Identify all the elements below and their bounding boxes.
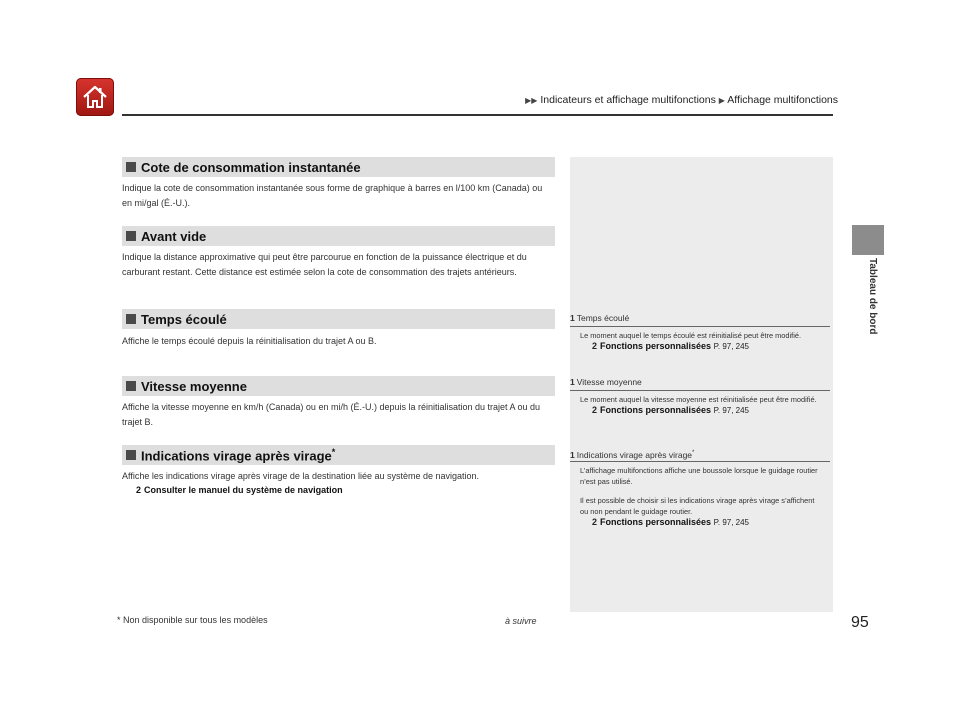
note-title: 1 Temps écoulé	[570, 313, 630, 323]
note-reference-fonctions-personnalisees[interactable]: 2 Fonctions personnalisées P. 97, 245	[592, 517, 750, 527]
section-square-icon	[126, 162, 136, 172]
section-text: Affiche le temps écoulé depuis la réinitialisation du trajet A ou B.	[122, 336, 377, 346]
reference-arrow-icon: 2	[592, 517, 598, 527]
note-body-second: Il est possible de choisir si les indications virage après virage s’affichent ou non pendant le guidage routier.	[580, 496, 815, 516]
note-title: 1 Vitesse moyenne	[570, 377, 642, 387]
page-number: 95	[851, 614, 869, 631]
continued-label: à suivre	[505, 616, 537, 626]
home-icon	[80, 82, 110, 112]
section-text: Indique la cote de consommation instantanée sous forme de graphique à barres en l/100 km (Canada) ou en mi/gal (É.-U.).	[122, 183, 543, 208]
breadcrumb-arrow-icon: ▶	[718, 96, 725, 105]
breadcrumb-link-indicateurs[interactable]: Indicateurs et affichage multifonctions	[540, 94, 716, 106]
section-title: Vitesse moyenne	[141, 378, 247, 394]
section-square-icon	[126, 450, 136, 460]
section-title: Avant vide	[141, 228, 207, 244]
note-title: 1 Indications virage après virage*	[570, 449, 695, 460]
note-temps-ecoule	[570, 313, 830, 351]
chapter-tab-label: Tableau de bord	[867, 258, 878, 335]
section-header-cote-consommation	[122, 157, 555, 177]
section-square-icon	[126, 314, 136, 324]
breadcrumb-arrow-icon: ▶▶	[525, 96, 538, 105]
section-title: Cote de consommation instantanée	[141, 159, 361, 175]
note-reference-fonctions-personnalisees[interactable]: 2 Fonctions personnalisées P. 97, 245	[592, 341, 750, 351]
note-body: Le moment auquel la vitesse moyenne est réinitialisée peut être modifié.	[580, 395, 817, 404]
section-text: Affiche les indications virage après virage de la destination liée au système de navigation.	[122, 471, 480, 481]
navigation-manual-reference[interactable]: 2 Consulter le manuel du système de navigation	[136, 485, 343, 495]
note-body: Le moment auquel le temps écoulé est réinitialisé peut être modifié.	[580, 331, 802, 340]
reference-arrow-icon: 2	[592, 341, 598, 351]
section-square-icon	[126, 381, 136, 391]
note-body: L’affichage multifonctions affiche une boussole lorsque le guidage routier n’est pas utilisé.	[580, 466, 818, 486]
section-header-vitesse-moyenne	[122, 376, 555, 396]
availability-footnote: * Non disponible sur tous les modèles	[117, 615, 268, 625]
note-vitesse-moyenne	[570, 377, 830, 415]
home-button[interactable]	[76, 78, 114, 116]
section-text: Affiche la vitesse moyenne en km/h (Canada) ou en mi/h (É.-U.) depuis la réinitialisation du trajet A ou du trajet B.	[122, 402, 541, 427]
reference-arrow-icon: 2	[592, 405, 598, 415]
section-square-icon	[126, 231, 136, 241]
note-reference-fonctions-personnalisees[interactable]: 2 Fonctions personnalisées P. 97, 245	[592, 405, 750, 415]
header-divider	[122, 114, 833, 116]
section-text: Indique la distance approximative qui peut être parcourue en fonction de la puissance électrique et du carburant restant. Cette distance est estimée selon la cote de consommation des trajets antérieurs.	[122, 252, 527, 277]
unavailable-asterisk: *	[692, 450, 695, 456]
reference-arrow-icon: 2	[136, 485, 142, 495]
section-header-indications-virage	[122, 445, 555, 465]
breadcrumb	[498, 94, 838, 106]
section-title: Indications virage après virage*	[141, 446, 336, 464]
note-indications-virage	[570, 448, 830, 527]
unavailable-asterisk: *	[331, 446, 336, 457]
section-header-avant-vide	[122, 226, 555, 246]
section-title: Temps écoulé	[141, 311, 227, 327]
chapter-tab[interactable]	[852, 225, 884, 255]
breadcrumb-current: Affichage multifonctions	[727, 94, 838, 106]
section-header-temps-ecoule	[122, 309, 555, 329]
